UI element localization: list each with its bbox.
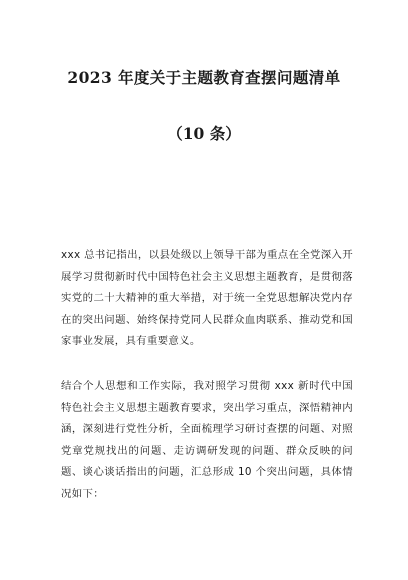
body-paragraph-1: xxx 总书记指出，以县处级以上领导干部为重点在全党深入开展学习贯彻新时代中国特色社会主义思想主题教育，是贯彻落实党的二十大精神的重大举措，对于统一全党思想解决党内存在的突出问题、始终保持党同人民群众血肉联系、推动党和国家事业发展，具有重要意义。 [61, 249, 353, 348]
document-title: 2023 年度关于主题教育查摆问题清单 [67, 68, 341, 87]
document-subtitle: （10 条） [167, 124, 241, 143]
body-paragraph-2: 结合个人思想和工作实际，我对照学习贯彻 xxx 新时代中国特色社会主义思想主题教育要求，突出学习重点，深悟精神内涵，深刻进行党性分析，全面梳理学习研讨查摆的问题、对照党章党规找出的问题、走访调研发现的问题、群众反映的问题、谈心谈话指出的问题，汇总形成 10 个突出问题，具体情况如下： [61, 380, 353, 500]
